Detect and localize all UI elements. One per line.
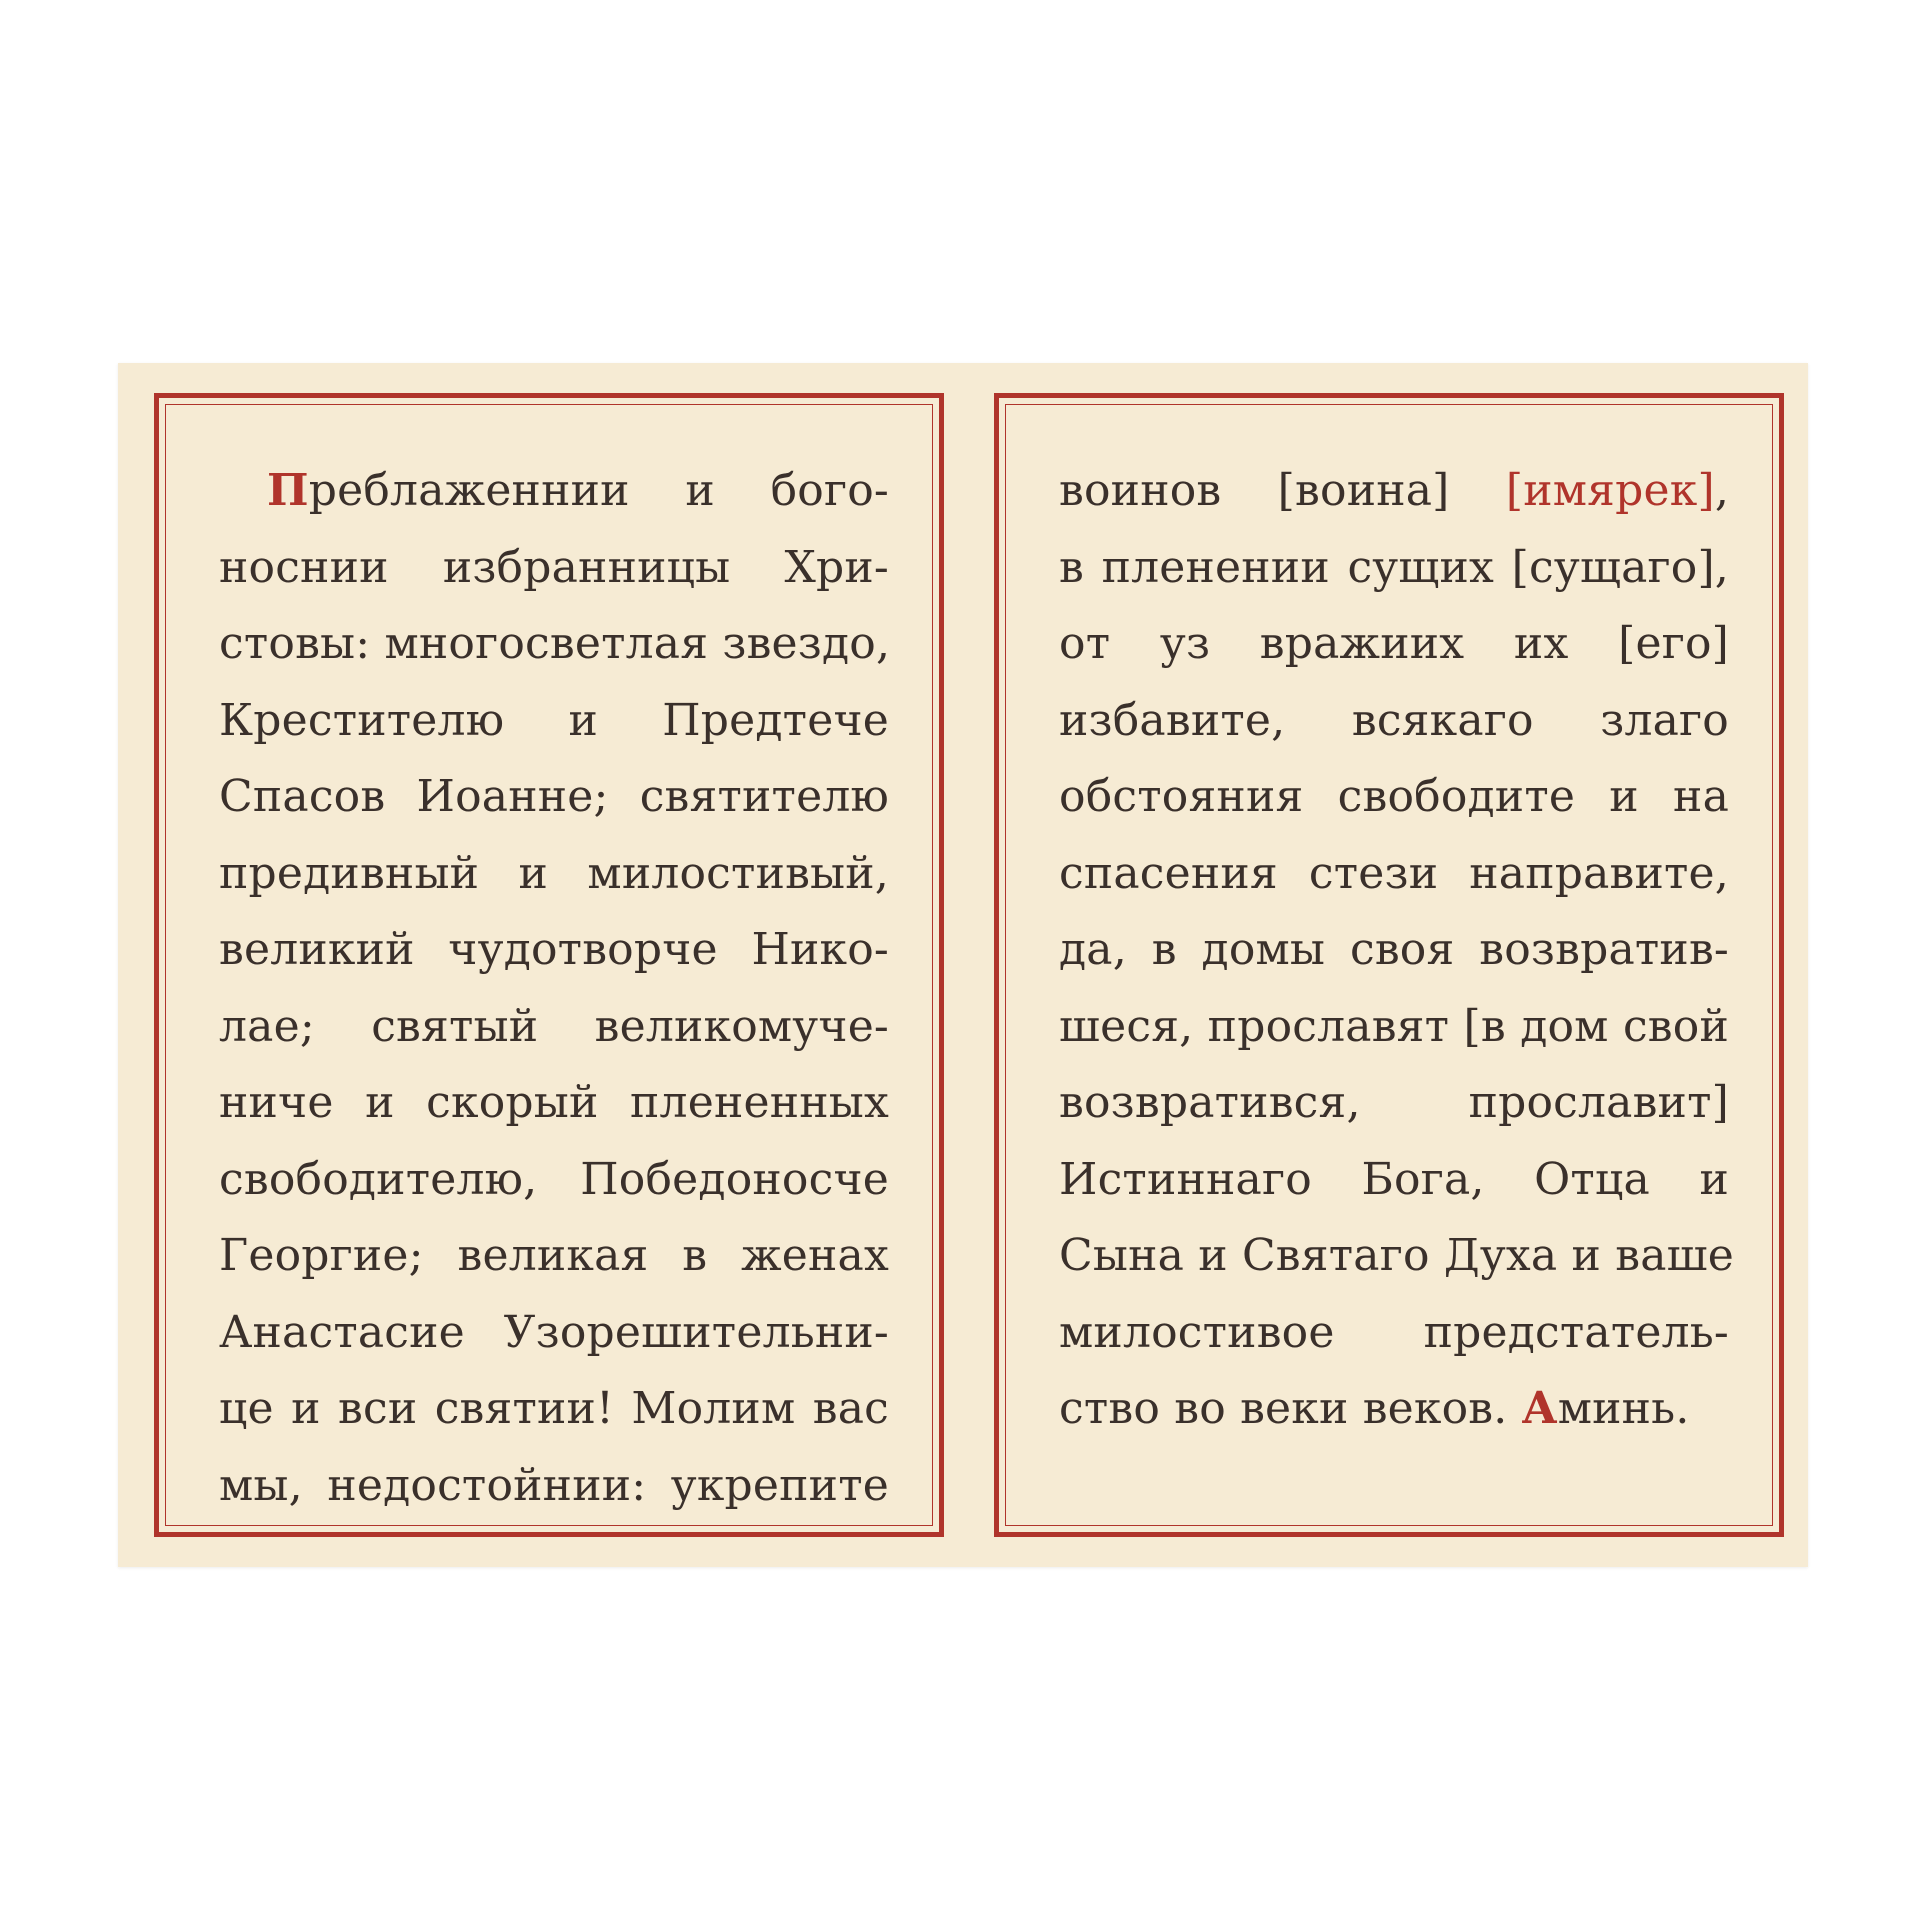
- right-line-8: шеся, прославят [в дом свой: [1059, 1000, 1729, 1052]
- right-line-2: в пленении сущих [сущаго],: [1059, 541, 1729, 593]
- left-line-14: мы, недостойнии: укрепите: [219, 1459, 889, 1511]
- left-line-10: свободителю, Победоносче: [219, 1153, 889, 1205]
- right-line-4: избавите, всякаго злаго: [1059, 694, 1729, 746]
- right-line-13: [1059, 1371, 1729, 1448]
- right-line-13-text: ство во веки веков.: [1059, 1383, 1522, 1434]
- right-line-10: Истиннаго Бога, Отца и: [1059, 1153, 1729, 1205]
- amen-rest: минь.: [1557, 1383, 1690, 1434]
- left-line-5: Спасов Иоанне; святителю: [219, 771, 889, 822]
- right-line-12: милостивое предстатель-: [1059, 1306, 1729, 1358]
- left-line-12: Анастасие Узорешительни-: [219, 1306, 889, 1358]
- left-line-1-text: реблаженнии и бого-: [308, 465, 889, 516]
- right-line-11: Сына и Святаго Духа и ваше: [1059, 1230, 1734, 1281]
- right-line-1-comma: ,: [1714, 465, 1729, 516]
- right-line-9: возвратився, прославит]: [1059, 1077, 1729, 1128]
- right-line-3: от уз вражиих их [его]: [1059, 618, 1729, 669]
- left-line-8: лае; святый великомуче-: [219, 1000, 889, 1052]
- left-line-13: це и вси святии! Молим вас: [219, 1383, 889, 1434]
- amen-red-initial: А: [1521, 1383, 1558, 1434]
- right-page-text: [1059, 453, 1734, 1448]
- left-line-7: великий чудотворче Нико-: [219, 924, 889, 975]
- right-page: [994, 393, 1784, 1537]
- right-line-7: да, в домы своя возвратив-: [1059, 924, 1729, 975]
- left-line-9: ниче и скорый плененных: [219, 1077, 889, 1128]
- left-page-text: [219, 453, 889, 1524]
- left-page: [154, 393, 944, 1537]
- right-line-6: спасения стези направите,: [1059, 847, 1729, 899]
- right-line-5: обстояния свободите и на: [1059, 771, 1729, 822]
- left-line-2: носнии избранницы Хри-: [219, 541, 889, 593]
- red-initial-letter: П: [267, 465, 309, 516]
- right-line-1-text: воинов [воина]: [1059, 465, 1506, 516]
- left-line-3: стовы: многосветлая звездо,: [219, 618, 891, 669]
- prayer-card: [118, 363, 1808, 1567]
- left-line-1: [219, 453, 889, 530]
- left-line-11: Георгие; великая в женах: [219, 1230, 889, 1281]
- red-name-placeholder: [имярек]: [1505, 465, 1715, 516]
- right-line-1: [1059, 453, 1729, 530]
- left-line-6: предивный и милостивый,: [219, 847, 889, 899]
- left-line-4: Крестителю и Предтече: [219, 694, 889, 746]
